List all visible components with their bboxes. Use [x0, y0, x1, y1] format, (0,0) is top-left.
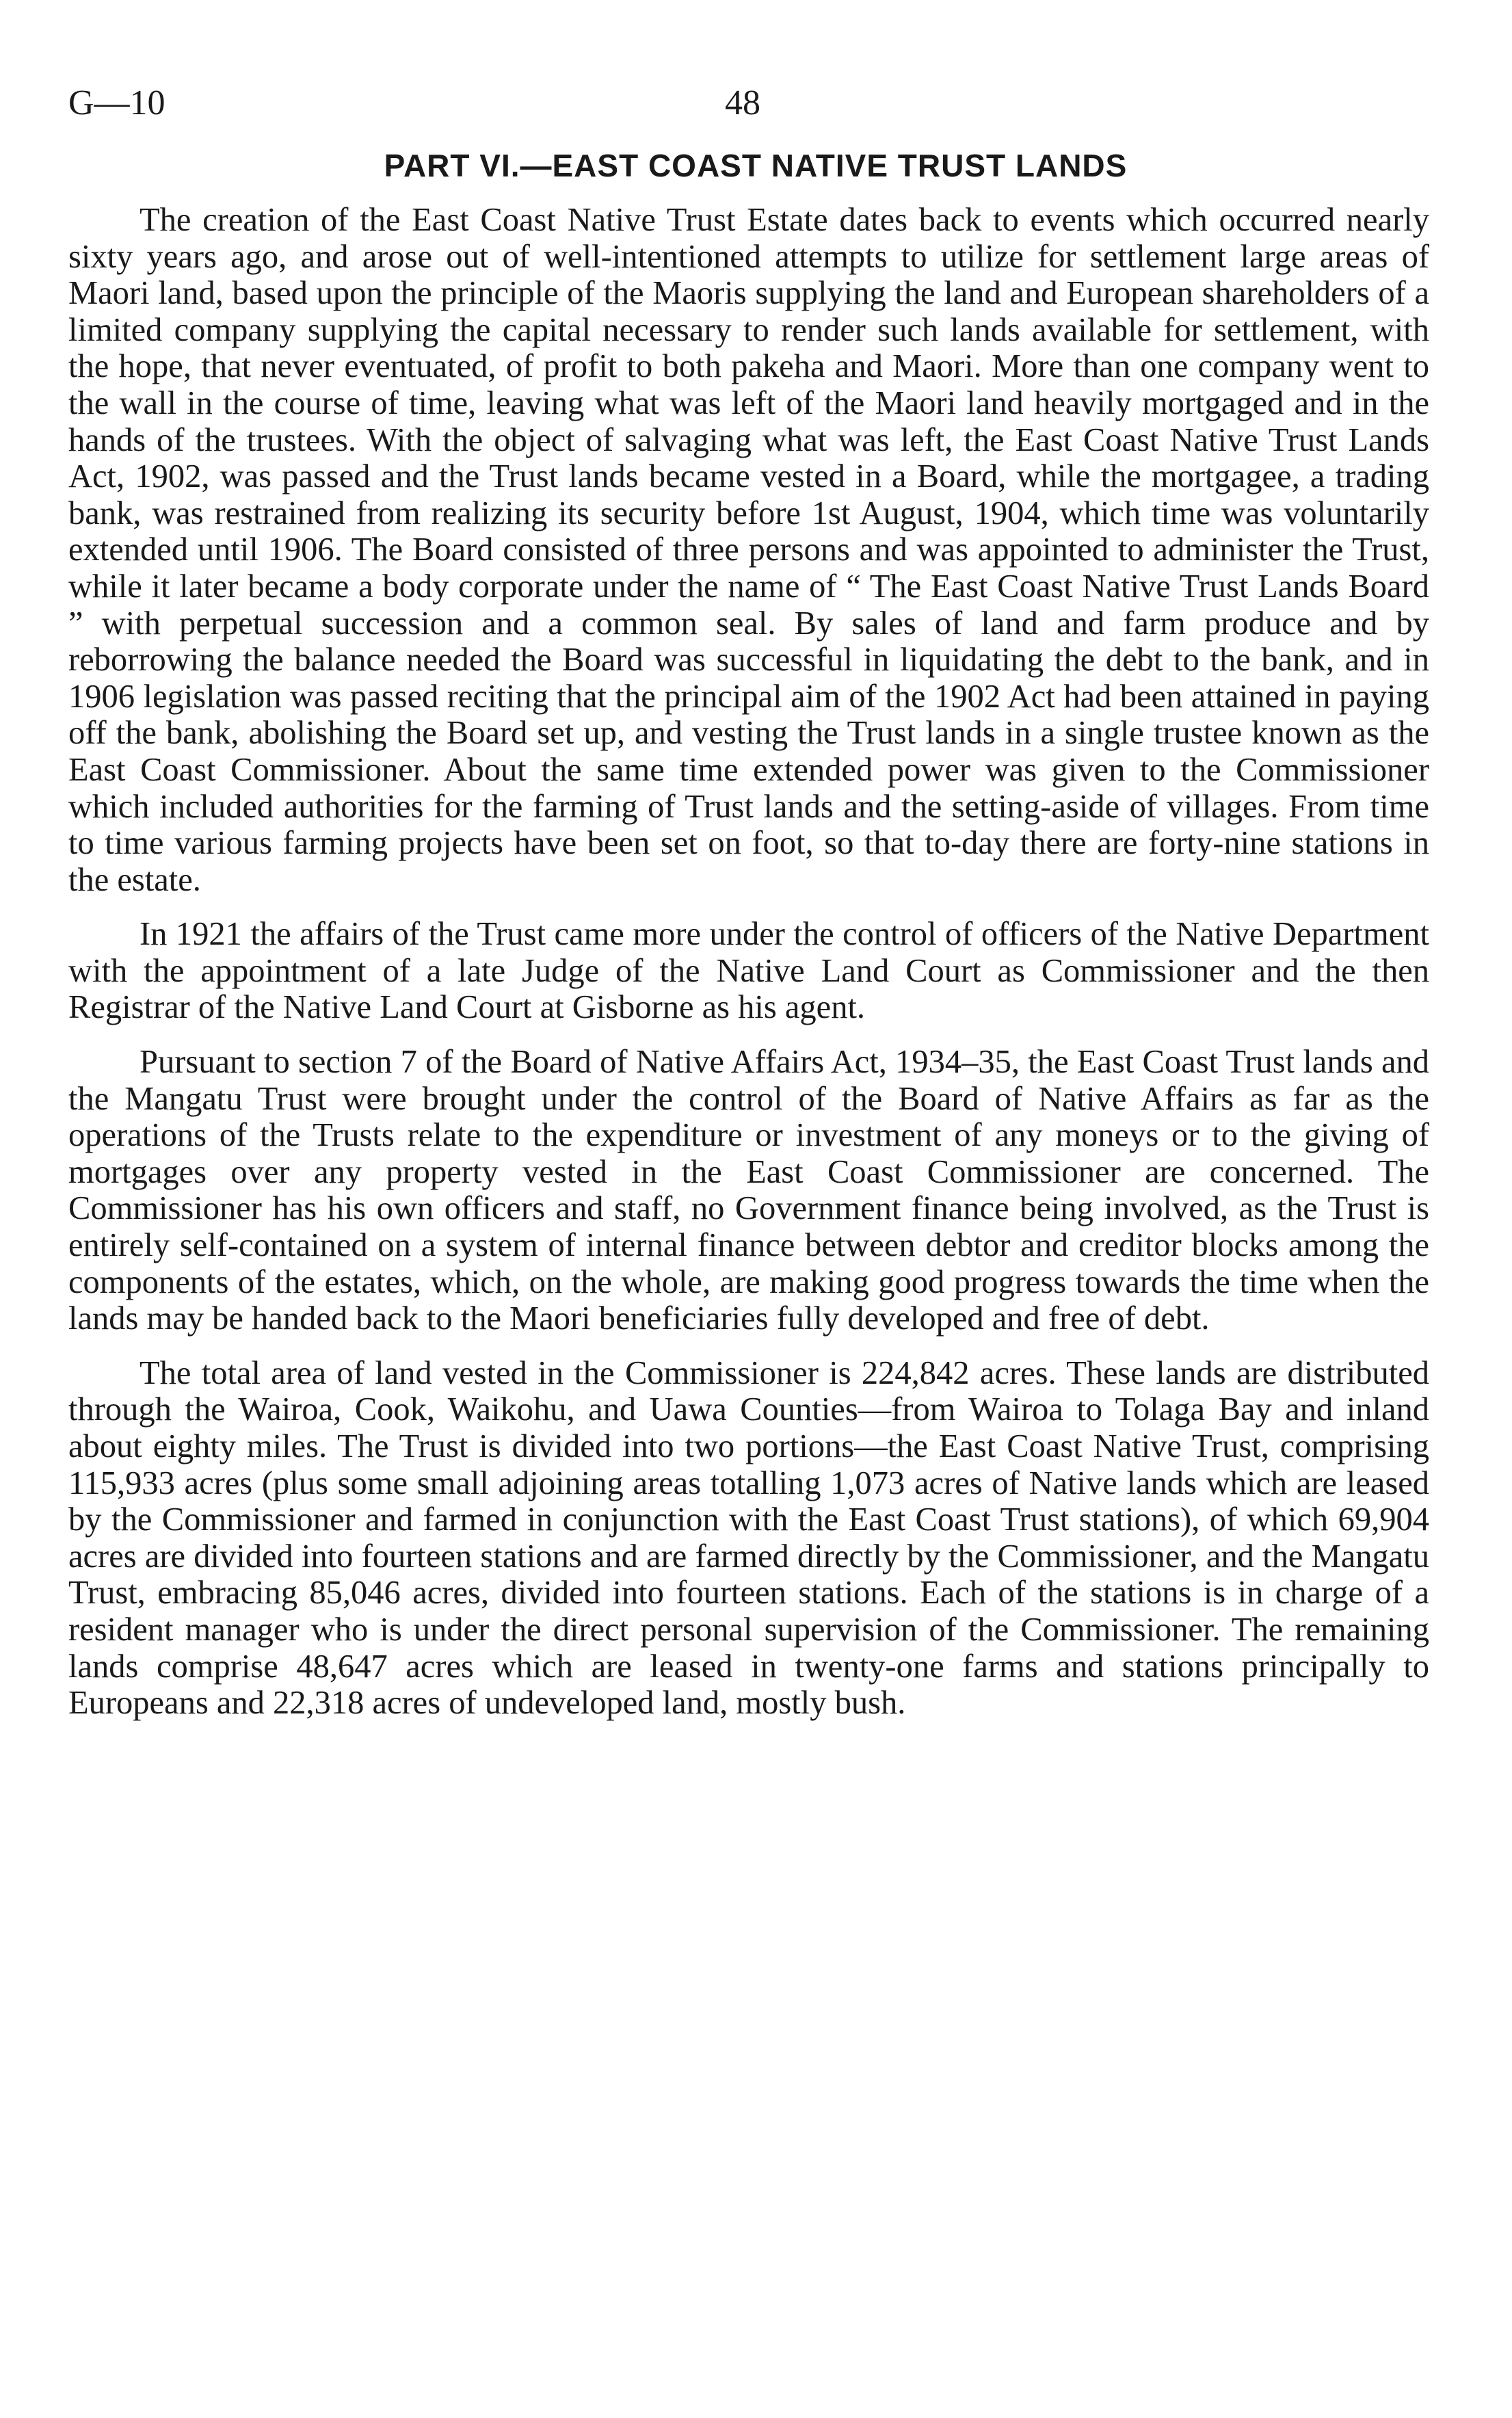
page-number: 48	[725, 83, 760, 122]
part-heading: PART VI.—EAST COAST NATIVE TRUST LANDS	[384, 148, 1128, 183]
page-header	[68, 65, 1429, 147]
page-code: G—10	[68, 83, 165, 122]
paragraph-1921-affairs: In 1921 the affairs of the Trust came more under the control of officers of the Native Department with the appointment of a late Judge of the Native Land Court as Commissioner and the then Registrar of the Native Land Court at Gisborne as his agent.	[68, 916, 1429, 1026]
paragraph-board-control: Pursuant to section 7 of the Board of Native Affairs Act, 1934–35, the East Coast Trust lands and the Mangatu Trust were brought under the control of the Board of Native Affairs as far as the operations of the Trusts relate to the expenditure or investment of any moneys or to the giving of mortgages over any property vested in the East Coast Commissioner are concerned. The Commissioner has his own officers and staff, no Government finance being involved, as the Trust is entirely self-contained on a system of internal finance between debtor and creditor blocks among the components of the estates, which, on the whole, are making good progress towards the time when the lands may be handed back to the Maori beneficiaries fully developed and free of debt.	[68, 1044, 1429, 1337]
paragraph-land-area: The total area of land vested in the Commissioner is 224,842 acres. These lands are distributed through the Wairoa, Cook, Waikohu, and Uawa Counties—from Wairoa to Tolaga Bay and inland about eighty miles. The Trust is divided into two portions—the East Coast Native Trust, comprising 115,933 acres (plus some small adjoining areas totalling 1,073 acres of Native lands which are leased by the Commissioner and farmed in conjunction with the East Coast Trust stations), of which 69,904 acres are divided into fourteen stations and are farmed directly by the Commissioner, and the Mangatu Trust, embracing 85,046 acres, divided into fourteen stations. Each of the stations is in charge of a resident manager who is under the direct personal supervision of the Commissioner. The remaining lands comprise 48,647 acres which are leased in twenty-one farms and stations principally to Europeans and 22,318 acres of undeveloped land, mostly bush.	[68, 1354, 1429, 1722]
paragraph-trust-history: The creation of the East Coast Native Trust Estate dates back to events which occurred nearly sixty years ago, and arose out of well-intentioned attempts to utilize for settlement large areas of Maori land, based upon the principle of the Maoris supplying the land and European shareholders of a limited company supplying the capital necessary to render such lands available for settlement, with the hope, that never eventuated, of profit to both pakeha and Maori. More than one company went to the wall in the course of time, leaving what was left of the Maori land heavily mortgaged and in the hands of the trustees. With the object of salvaging what was left, the East Coast Native Trust Lands Act, 1902, was passed and the Trust lands became vested in a Board, while the mortgagee, a trading bank, was restrained from realizing its security before 1st August, 1904, which time was voluntarily extended until 1906. The Board consisted of three persons and was appointed to administer the Trust, while it later became a body corporate under the name of “ The East Coast Native Trust Lands Board ” with perpetual succession and a common seal. By sales of land and farm produce and by reborrowing the balance needed the Board was successful in liquidating the debt to the bank, and in 1906 legislation was passed reciting that the principal aim of the 1902 Act had been attained in paying off the bank, abolishing the Board set up, and vesting the Trust lands in a single trustee known as the East Coast Commissioner. About the same time extended power was given to the Commissioner which included authorities for the farming of Trust lands and the setting-aside of villages. From time to time various farming projects have been set on foot, so that to-day there are forty-nine stations in the estate.	[68, 202, 1429, 898]
document-page	[68, 65, 1429, 1739]
